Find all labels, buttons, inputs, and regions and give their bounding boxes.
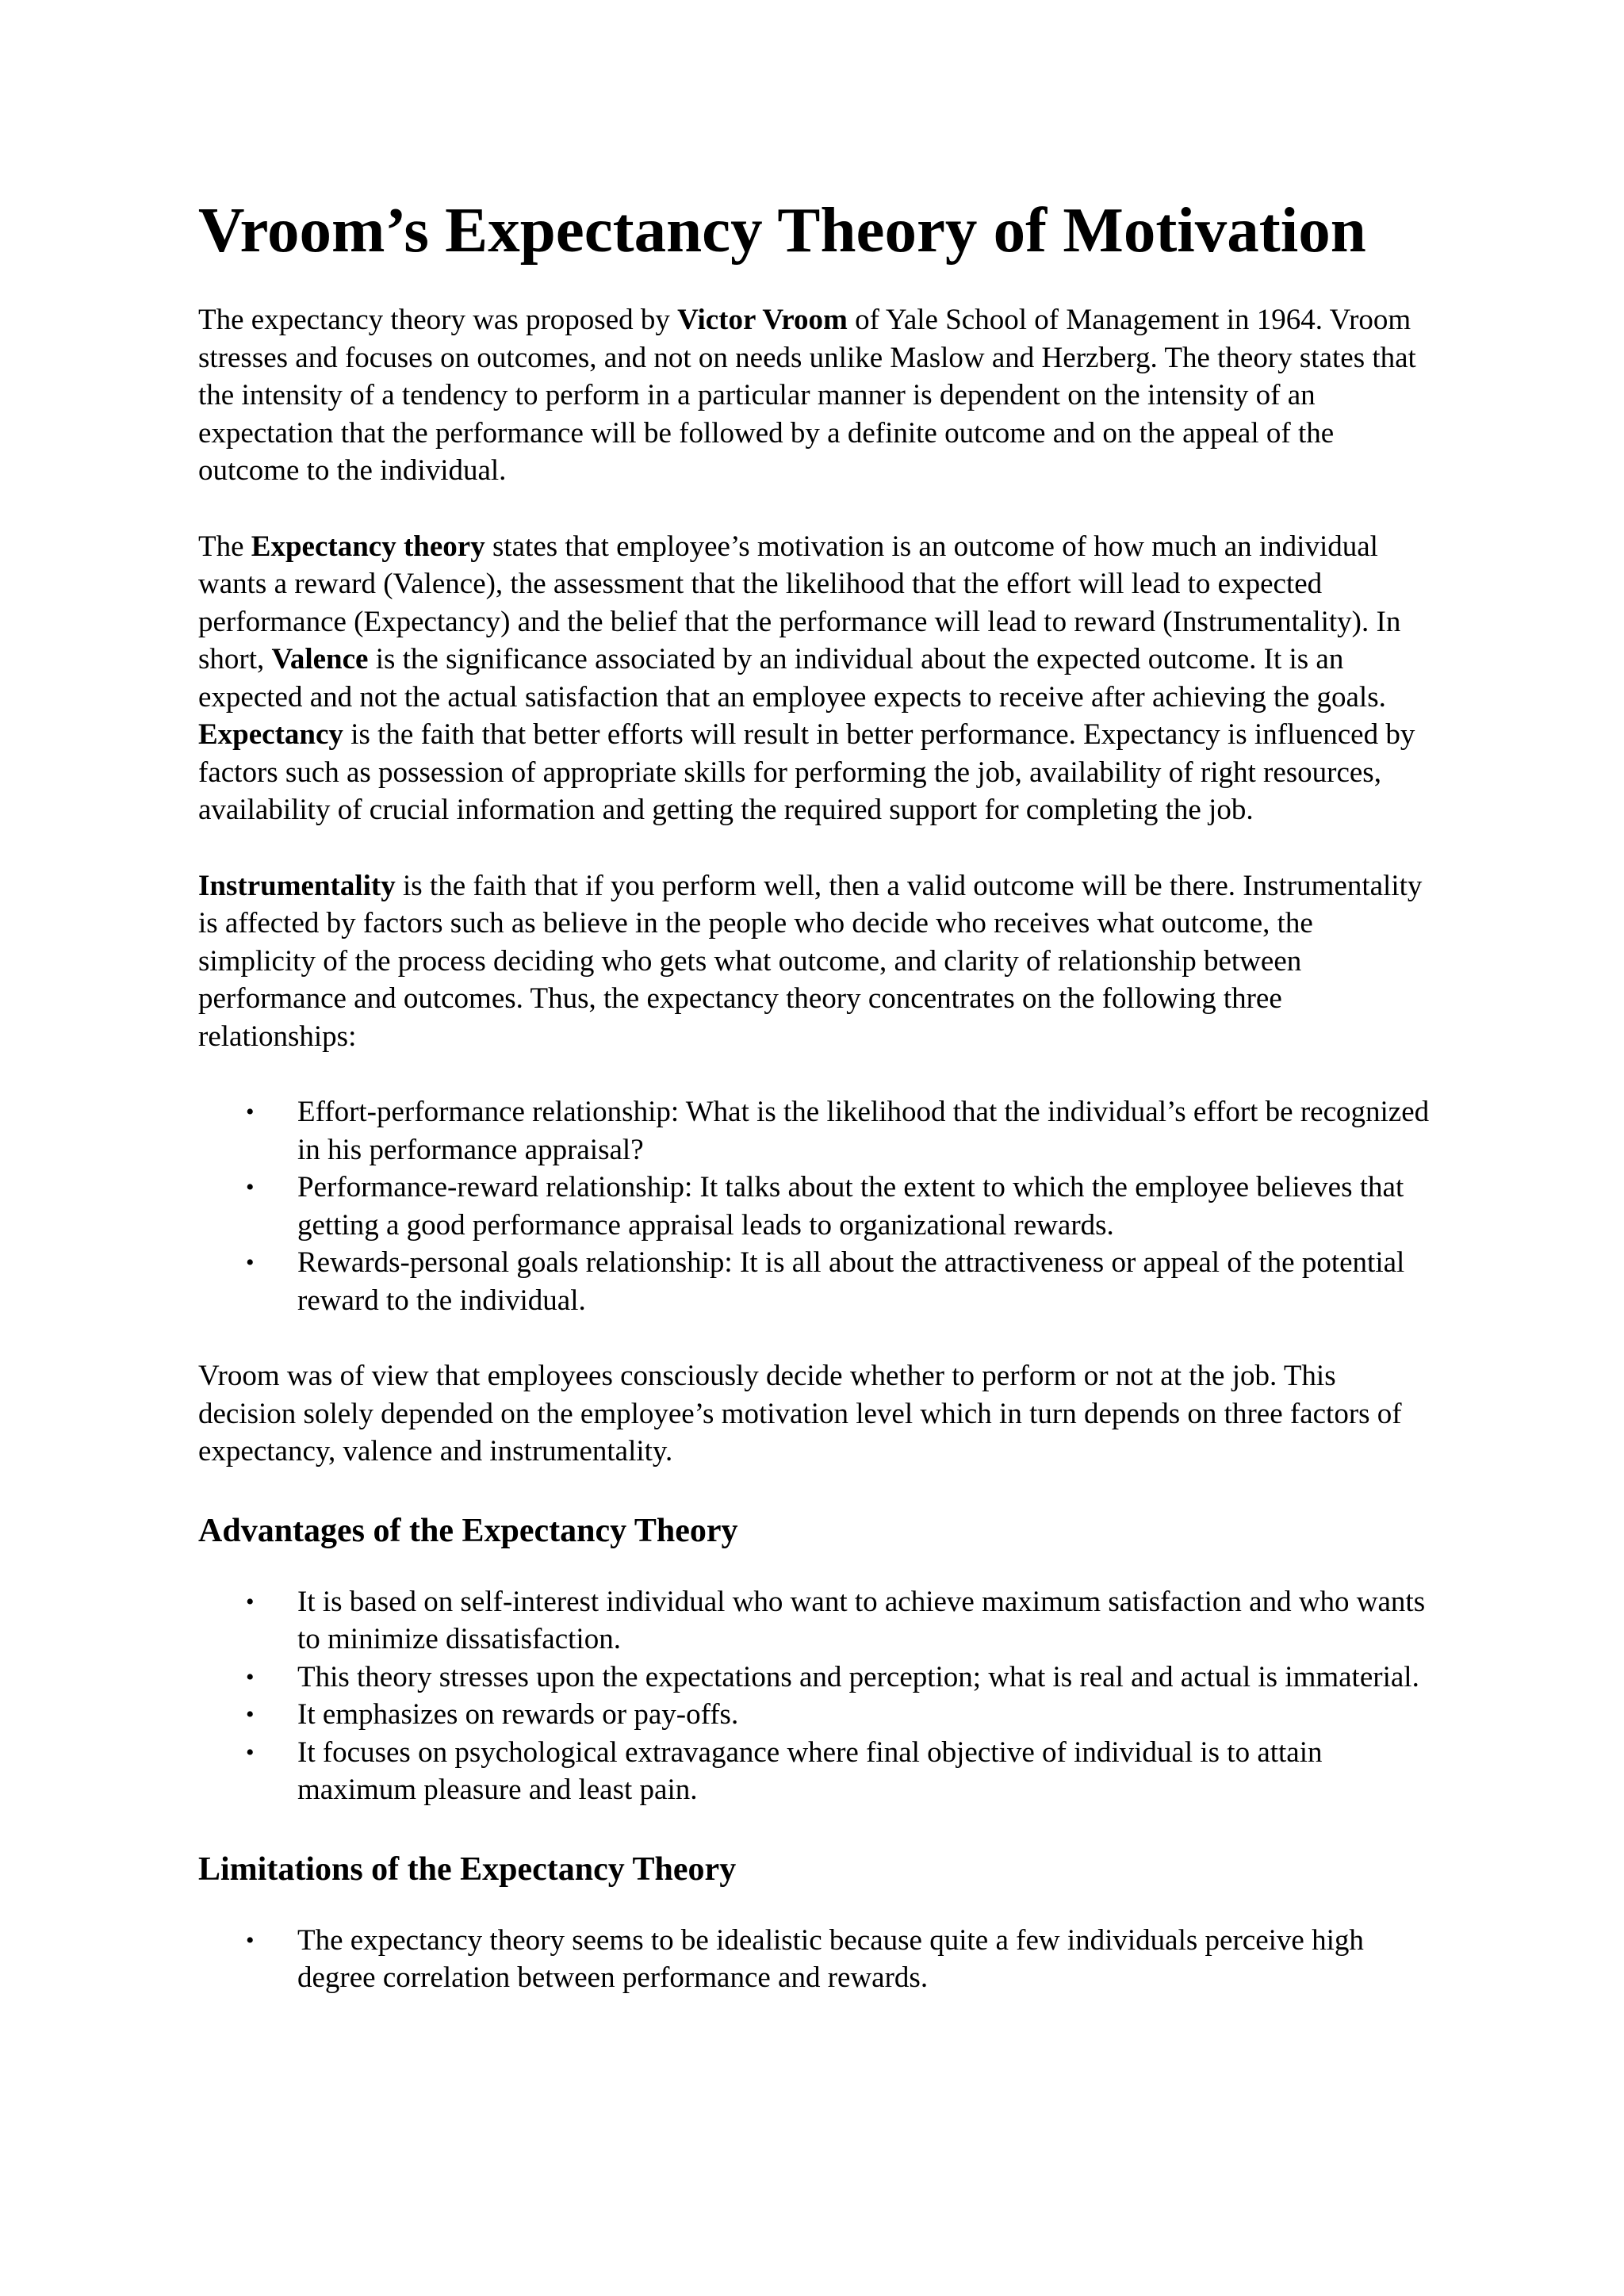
list-item bbox=[198, 1696, 1435, 1734]
limitations-list bbox=[198, 1922, 1435, 1997]
intro-paragraph bbox=[198, 301, 1435, 490]
document-title: Vroom’s Expectancy Theory of Motivation bbox=[198, 194, 1366, 266]
bullet-icon: • bbox=[246, 1249, 255, 1276]
list-item bbox=[198, 1244, 1435, 1319]
bullet-icon: • bbox=[246, 1099, 255, 1125]
conclusion-paragraph: Vroom was of view that employees consciously decide whether to perform or not at the job. This decision solely depended on the employee’s motivation level which in turn depends on three factors of expectancy, valence and instrumentality. bbox=[198, 1360, 1402, 1468]
list-item-text: It is based on self-interest individual who want to achieve maximum satisfaction and who wants to minimize dissatisfaction. bbox=[297, 1585, 1426, 1655]
list-item bbox=[198, 1093, 1435, 1169]
list-item-text: The expectancy theory seems to be idealistic because quite a few individuals perceive high degree correlation between performance and rewards. bbox=[297, 1923, 1364, 1994]
list-item bbox=[198, 1583, 1435, 1659]
expectancy-text-1: The bbox=[198, 530, 251, 563]
expectancy-text-3: is the significance associated by an individual about the expected outcome. It is an expected and not the actual satisfaction that an employee expects to receive after achieving the goals. bbox=[198, 643, 1386, 714]
expectancy-text-2: states that employee’s motivation is an outcome of how much an individual wants a reward (Valence), the assessment that the likelihood that the effort will lead to expected performance (Expectancy) and the belief that the performance will lead to reward (Instrumentality). In short, bbox=[198, 530, 1401, 675]
list-item bbox=[198, 1169, 1435, 1244]
instrumentality-paragraph bbox=[198, 867, 1435, 1056]
document-page bbox=[198, 190, 1435, 2035]
expectancy-bold-1: Expectancy theory bbox=[251, 530, 485, 563]
expectancy-bold-expectancy: Expectancy bbox=[198, 718, 343, 751]
advantages-list bbox=[198, 1583, 1435, 1809]
limitations-heading: Limitations of the Expectancy Theory bbox=[198, 1850, 737, 1888]
list-item-text: It focuses on psychological extravagance where final objective of individual is to attain maximum pleasure and least pain. bbox=[297, 1735, 1323, 1806]
list-item-text: Rewards-personal goals relationship: It is all about the attractiveness or appeal of the potential reward to the individual. bbox=[297, 1246, 1405, 1317]
list-item-text: It emphasizes on rewards or pay-offs. bbox=[297, 1698, 739, 1731]
expectancy-text-4: is the faith that better efforts will result in better performance. Expectancy is influenced by factors such as possession of appropriate skills for performing the job, availability of right resources, availability of crucial information and getting the required support for completing the job. bbox=[198, 718, 1415, 826]
list-item bbox=[198, 1922, 1435, 1997]
list-item-text: Effort-performance relationship: What is the likelihood that the individual’s effort be recognized in his performance appraisal? bbox=[297, 1096, 1430, 1166]
advantages-heading: Advantages of the Expectancy Theory bbox=[198, 1512, 738, 1549]
bullet-icon: • bbox=[246, 1663, 255, 1690]
instrumentality-bold: Instrumentality bbox=[198, 869, 396, 902]
bullet-icon: • bbox=[246, 1174, 255, 1200]
bullet-icon: • bbox=[246, 1739, 255, 1766]
list-item-text: This theory stresses upon the expectations and perception; what is real and actual is immaterial. bbox=[297, 1660, 1419, 1693]
intro-text-1: The expectancy theory was proposed by bbox=[198, 304, 678, 336]
instrumentality-text: is the faith that if you perform well, then a valid outcome will be there. Instrumentality is affected by factors such as believe in the people who decide who receives what outcome, the simplicity of the process deciding who gets what outcome, and clarity of relationship between performance and outcomes. Thus, the expectancy theory concentrates on the following three relationships: bbox=[198, 869, 1423, 1053]
bullet-icon: • bbox=[246, 1927, 255, 1954]
relationships-list bbox=[198, 1093, 1435, 1319]
expectancy-paragraph bbox=[198, 528, 1435, 829]
list-item bbox=[198, 1659, 1435, 1697]
list-item-text: Performance-reward relationship: It talks about the extent to which the employee believes that getting a good performance appraisal leads to organizational rewards. bbox=[297, 1171, 1404, 1242]
bullet-icon: • bbox=[246, 1588, 255, 1615]
intro-text-2: of Yale School of Management in 1964. Vroom stresses and focuses on outcomes, and not on needs unlike Maslow and Herzberg. The theory states that the intensity of a tendency to perform in a particular manner is dependent on the intensity of an expectation that the performance will be followed by a definite outcome and on the appeal of the outcome to the individual. bbox=[198, 304, 1416, 487]
intro-bold-name: Victor Vroom bbox=[677, 304, 848, 336]
expectancy-bold-valence: Valence bbox=[271, 643, 369, 675]
list-item bbox=[198, 1734, 1435, 1809]
bullet-icon: • bbox=[246, 1701, 255, 1728]
